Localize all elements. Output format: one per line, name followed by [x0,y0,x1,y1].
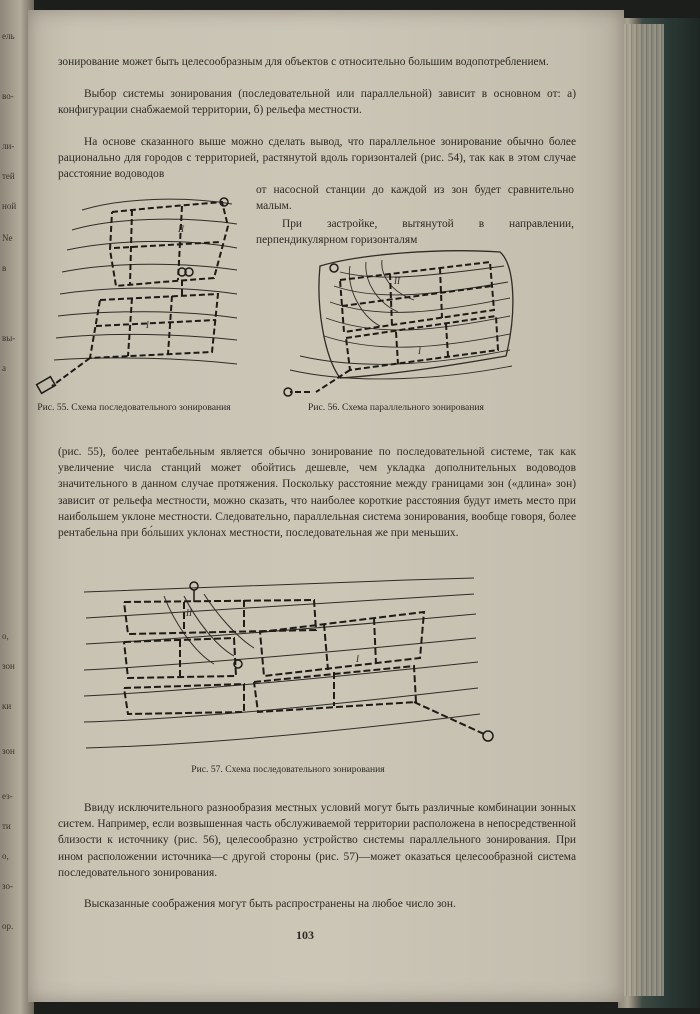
paragraph-1: зонирование может быть целесообразным для объектов с относительно большим водопотреблением. [58,56,549,68]
paragraph-4: При застройке, вытянутой в направлении, перпендикулярном горизонталям [256,218,574,247]
figure-56-caption: Рис. 56. Схема параллельного зонирования [308,402,484,413]
fragment: в [2,263,7,273]
paragraph-2: Выбор системы зонирования (последовательной или параллельной) зависит в основном от: а) конфигурации снабжаемой территории, б) рельефа местности. [58,88,576,117]
fragment: ти [2,821,11,831]
fragment: о, [2,631,9,641]
fig56-zone-label-1: I [418,346,421,356]
paragraph-6: Ввиду исключительного разнообразия местных условий могут быть различные комбинации зонных систем. Например, если возвышенная часть обслуживаемой территории расположена в непосредственной близости к источнику (рис. 56), целесообразно устройство системы параллельного зонирования. При ином расположении источника—с другой стороны (рис. 57)—может оказаться целесообразной система последовательного зонирования. [58,802,576,879]
fig57-zone-label-1: I [356,654,359,664]
paragraph-3b: от насосной станции до каждой из зон будет сравнительно малым. [256,184,574,213]
fragment: ор. [2,921,14,931]
figure-57-caption: Рис. 57. Схема последовательного зонирования [191,764,385,775]
figure-55-diagram [32,190,242,400]
fragment: зон [2,746,15,756]
fragment: ки [2,701,12,711]
paragraph-5: (рис. 55), более рентабельным является обычно зонирование по последовательной системе, так как увеличение числа станций может обойтись дешевле, чем укладка дополнительных водоводов значительного в данном случае протяжения. Поскольку расстояние между границами зон («длина» зон) зависит от рельефа местности, можно сказать, что наиболее короткие расстояния будут иметь место при наибольшем уклоне местности. Следовательно, параллельная система зонирования, вообще говоря, более рентабельна при бо́льших уклонах местности, последовательная же при меньших. [58,446,576,540]
figure-56-diagram [280,246,520,396]
fragment: вы- [2,333,16,343]
previous-page-text [0,0,30,1014]
fig57-zone-label-2: II [186,608,192,618]
fig56-zone-label-2: II [394,276,400,286]
fragment: а [2,363,6,373]
book-page [28,10,624,1002]
fragment: зон [2,661,15,671]
figure-55-caption: Рис. 55. Схема последовательного зонирования [37,402,231,413]
paragraph-7: Высказанные соображения могут быть распространены на любое число зон. [84,898,456,910]
fig55-zone-label-2: II [178,224,184,234]
fig55-zone-label-1: I [146,320,149,330]
fragment: о, [2,851,9,861]
page-number: 103 [296,928,314,942]
fragment: во- [2,91,14,101]
page-edges [624,24,664,996]
paragraph-3a: На основе сказанного выше можно сделать вывод, что параллельное зонирование обычно более рационально для городов с территорией, растянутой вдоль горизонталей (рис. 54), так как в этом случае расстояние водоводов [58,136,576,181]
fragment: ез- [2,791,13,801]
fragment: ли- [2,141,15,151]
fragment: ной [2,201,17,211]
fragment: ель [2,31,15,41]
fragment: Ne [2,233,13,243]
fragment: зо- [2,881,13,891]
figure-57-diagram [84,572,484,752]
fragment: тей [2,171,15,181]
